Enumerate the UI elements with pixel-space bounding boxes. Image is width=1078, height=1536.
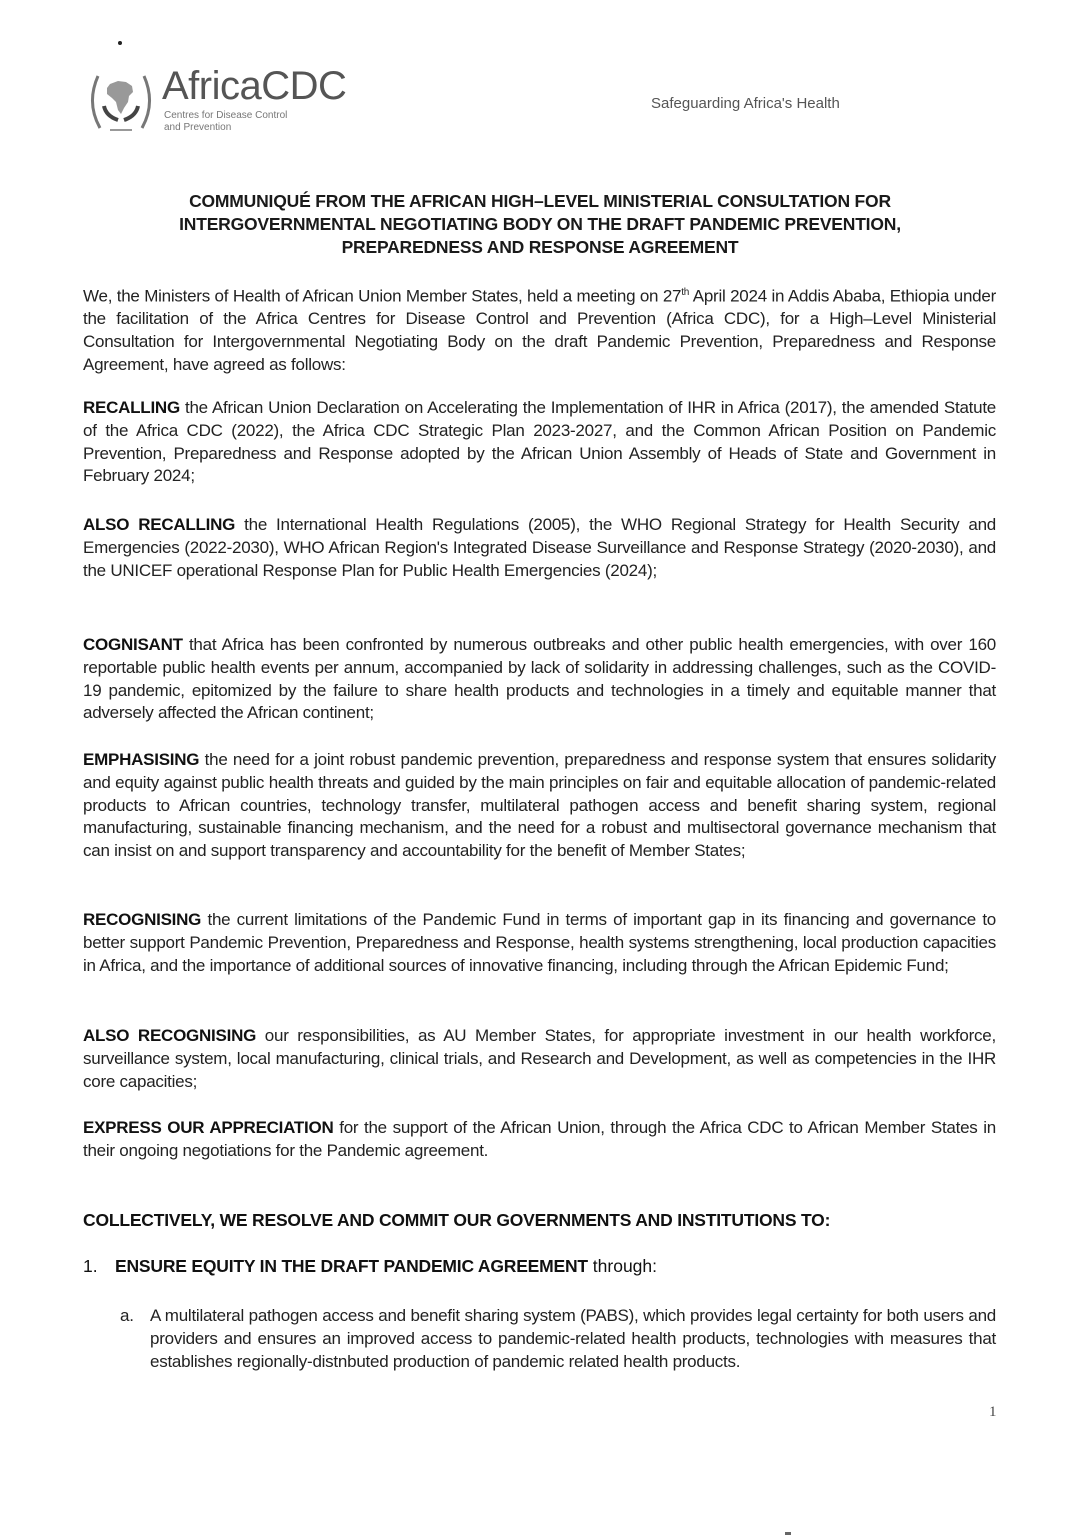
intro-paragraph: [83, 282, 996, 377]
title-line-2: INTERGOVERNMENTAL NEGOTIATING BODY ON THE DRAFT PANDEMIC PREVENTION,: [179, 214, 901, 234]
title-line-3: PREPAREDNESS AND RESPONSE AGREEMENT: [341, 237, 739, 257]
logo-name: AfricaCDC: [162, 64, 347, 108]
clause-keyword: EXPRESS OUR APPRECIATION: [83, 1118, 334, 1137]
clause-text: that Africa has been confronted by numerous outbreaks and other public health emergencies, with over 160 reportable public health events per annum, accompanied by lack of solidarity in addressing challenges, such as the COVID-19 pandemic, epitomized by the failure to share health products and technologies in a timely and equitable manner that adversely affected the African continent;: [83, 635, 996, 723]
commitment-1-heading: [83, 1256, 657, 1277]
clause-keyword: RECOGNISING: [83, 910, 202, 929]
commitment-title: ENSURE EQUITY IN THE DRAFT PANDEMIC AGREEMENT: [115, 1256, 588, 1276]
clause-text: for the support of the African Union, through the Africa CDC to African Member States in their ongoing negotiations for the Pandemic agreement.: [83, 1118, 996, 1160]
clause-also-recognising: [83, 1025, 996, 1093]
clause-keyword: COGNISANT: [83, 635, 183, 654]
clause-text: the current limitations of the Pandemic Fund in terms of important gap in its financing and governance to better support Pandemic Prevention, Preparedness and Response, health systems strengthening, local production capacities in Africa, and the importance of additional sources of innovative financing, including through the African Epidemic Fund;: [83, 910, 996, 975]
clause-keyword: ALSO RECALLING: [83, 515, 236, 534]
africa-cdc-emblem-icon: [88, 70, 154, 136]
intro-superscript: th: [681, 287, 690, 298]
commitment-suffix: through:: [587, 1256, 658, 1276]
africa-cdc-logo: [88, 66, 358, 146]
intro-text-2: April 2024 in Addis Ababa, Ethiopia under the facilitation of the Africa Centres for Disease Control and Prevention (Africa CDC), for a High–Level Ministerial Consultation for Intergovernmental Negotiating Body on the draft Pandemic Prevention, Preparedness and Response Agreement, have agreed as follows:: [83, 286, 996, 375]
clause-recognising: [83, 909, 996, 977]
logo-subtitle: [164, 110, 287, 134]
clause-text: the African Union Declaration on Accelerating the Implementation of IHR in Africa (2017), the amended Statute of the Africa CDC (2022), the Africa CDC Strategic Plan 2023-2027, and the Common African Position on Pandemic Prevention, Preparedness and Response adopted by the African Union Assembly of Heads of State and Government in February 2024;: [83, 398, 996, 486]
logo-subtitle-line2: and Prevention: [164, 122, 232, 133]
clause-recalling: [83, 397, 996, 488]
document-title: [100, 190, 980, 259]
clause-emphasising: [83, 749, 996, 863]
item-letter: a.: [120, 1306, 134, 1325]
clause-text: our responsibilities, as AU Member States, for appropriate investment in our health workforce, surveillance system, local manufacturing, clinical trials, and Research and Development, as well as competencies in the IHR core capacities;: [83, 1026, 996, 1091]
clause-express-appreciation: [83, 1117, 996, 1163]
commitment-number: 1.: [83, 1256, 98, 1276]
intro-text-1: We, the Ministers of Health of African Union Member States, held a meeting on 27: [83, 286, 682, 306]
clause-keyword: RECALLING: [83, 398, 180, 417]
clause-text: the need for a joint robust pandemic prevention, preparedness and response system that ensures solidarity and equity against public health threats and guided by the main principles on fair and equitable allocation of pandemic-related products to African countries, technology transfer, multilateral pathogen access and benefit sharing system, regional manufacturing, sustainable financing mechanism, and the need for a robust and multisectoral governance mechanism that can insist on and support transparency and accountability for the benefit of Member States;: [83, 750, 996, 861]
item-text: A multilateral pathogen access and benefit sharing system (PABS), which provides legal certainty for both users and providers and ensures an improved access to pandemic-related health products, technologies with measures that establishes regionally-distnbuted production of pandemic related health products.: [150, 1306, 996, 1371]
clause-cognisant: [83, 634, 996, 725]
clause-keyword: ALSO RECOGNISING: [83, 1026, 257, 1045]
scan-artifact-mark: [785, 1532, 791, 1535]
title-line-1: COMMUNIQUÉ FROM THE AFRICAN HIGH–LEVEL MINISTERIAL CONSULTATION FOR: [189, 191, 891, 211]
commitment-1-item-a: [120, 1305, 996, 1373]
tagline: Safeguarding Africa's Health: [651, 95, 840, 112]
clause-also-recalling: [83, 514, 996, 582]
clause-text: the International Health Regulations (2005), the WHO Regional Strategy for Health Security and Emergencies (2022-2030), WHO African Region's Integrated Disease Surveillance and Response Strategy (2020-2030), and the UNICEF operational Response Plan for Public Health Emergencies (2024);: [83, 515, 996, 580]
clause-keyword: EMPHASISING: [83, 750, 200, 769]
logo-subtitle-line1: Centres for Disease Control: [164, 110, 288, 121]
resolve-heading: COLLECTIVELY, WE RESOLVE AND COMMIT OUR GOVERNMENTS AND INSTITUTIONS TO:: [83, 1210, 831, 1230]
page-number: 1: [989, 1404, 997, 1420]
scan-artifact-dot: [118, 41, 122, 45]
